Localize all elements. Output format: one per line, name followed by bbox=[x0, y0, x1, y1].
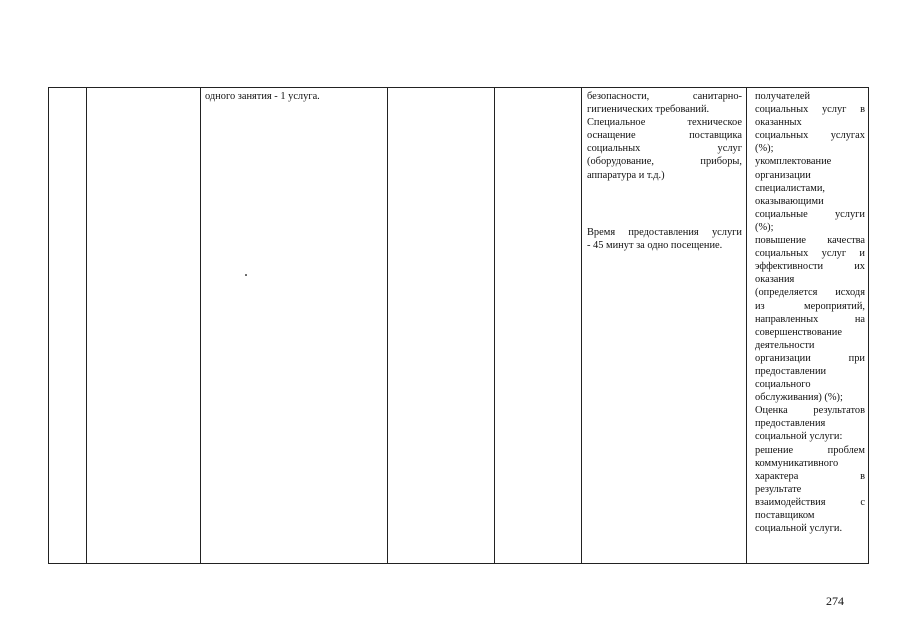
text-line: безопасности, санитарно- bbox=[587, 91, 742, 102]
column-border bbox=[868, 87, 869, 564]
column-border bbox=[48, 87, 49, 564]
column-border bbox=[494, 87, 495, 564]
text-line: специалистами, bbox=[755, 182, 825, 194]
column-border bbox=[746, 87, 747, 564]
text-line: предоставлении bbox=[755, 365, 827, 377]
text-line: организации bbox=[755, 169, 811, 181]
text-line: оказания bbox=[755, 274, 795, 286]
text-line: (%); bbox=[755, 221, 774, 233]
column-border bbox=[581, 87, 582, 564]
text-line: Специальное техническое bbox=[587, 117, 742, 129]
text-line: коммуникативного bbox=[755, 457, 839, 469]
text-line: совершенствование bbox=[755, 326, 842, 338]
scan-speck bbox=[245, 274, 247, 276]
text-line: поставщиком bbox=[755, 510, 815, 521]
cell-requirements bbox=[587, 90, 742, 182]
text-line: социальной услуги. bbox=[755, 523, 843, 535]
text-line: социальной услуги: bbox=[755, 431, 843, 443]
text-line: деятельности bbox=[755, 339, 815, 351]
text-line: оказывающими bbox=[755, 195, 824, 207]
text-line: обслуживания) (%); bbox=[755, 392, 843, 404]
text-line: социального bbox=[755, 379, 811, 391]
text-line: социальных услуг и bbox=[755, 248, 865, 260]
column-border bbox=[86, 87, 87, 564]
text-line: характера в bbox=[755, 470, 865, 482]
text-line: оказанных bbox=[755, 117, 802, 129]
text-line: результате bbox=[755, 483, 802, 495]
text-line: Оценка результатов bbox=[755, 405, 865, 417]
text-line: направленных на bbox=[755, 313, 865, 325]
text-line: получателей bbox=[755, 91, 811, 102]
services-table bbox=[48, 87, 869, 564]
text-line: социальные услуги bbox=[755, 208, 865, 220]
text-line: укомплектование bbox=[755, 156, 832, 168]
column-border bbox=[387, 87, 388, 564]
cell-service-time bbox=[587, 226, 742, 252]
text-line: социальных услуг bbox=[587, 143, 742, 155]
text-line: решение проблем bbox=[755, 444, 865, 456]
text-line: (определяется исходя bbox=[755, 287, 865, 299]
text-line: оснащение поставщика bbox=[587, 130, 742, 142]
text-line: организации при bbox=[755, 352, 865, 364]
text-line: эффективности их bbox=[755, 261, 865, 273]
page-number: 274 bbox=[826, 594, 844, 608]
cell-session-note: одного занятия - 1 услуга. bbox=[205, 91, 320, 102]
cell-quality-indicators bbox=[755, 90, 865, 535]
text-line: (%); bbox=[755, 143, 774, 155]
text-line: социальных услугах bbox=[755, 130, 865, 142]
text-line: взаимодействия с bbox=[755, 496, 865, 508]
text-line: повышение качества bbox=[755, 235, 865, 247]
text-line: Время предоставления услуги bbox=[587, 227, 742, 238]
text-line: социальных услуг в bbox=[755, 104, 865, 116]
text-line: предоставления bbox=[755, 418, 826, 430]
column-border bbox=[200, 87, 201, 564]
text-line: (оборудование, приборы, bbox=[587, 156, 742, 168]
text-line: из мероприятий, bbox=[755, 300, 865, 312]
text-line: аппаратура и т.д.) bbox=[587, 169, 665, 181]
text-line: гигиенических требований. bbox=[587, 104, 710, 116]
text-line: - 45 минут за одно посещение. bbox=[587, 240, 723, 252]
